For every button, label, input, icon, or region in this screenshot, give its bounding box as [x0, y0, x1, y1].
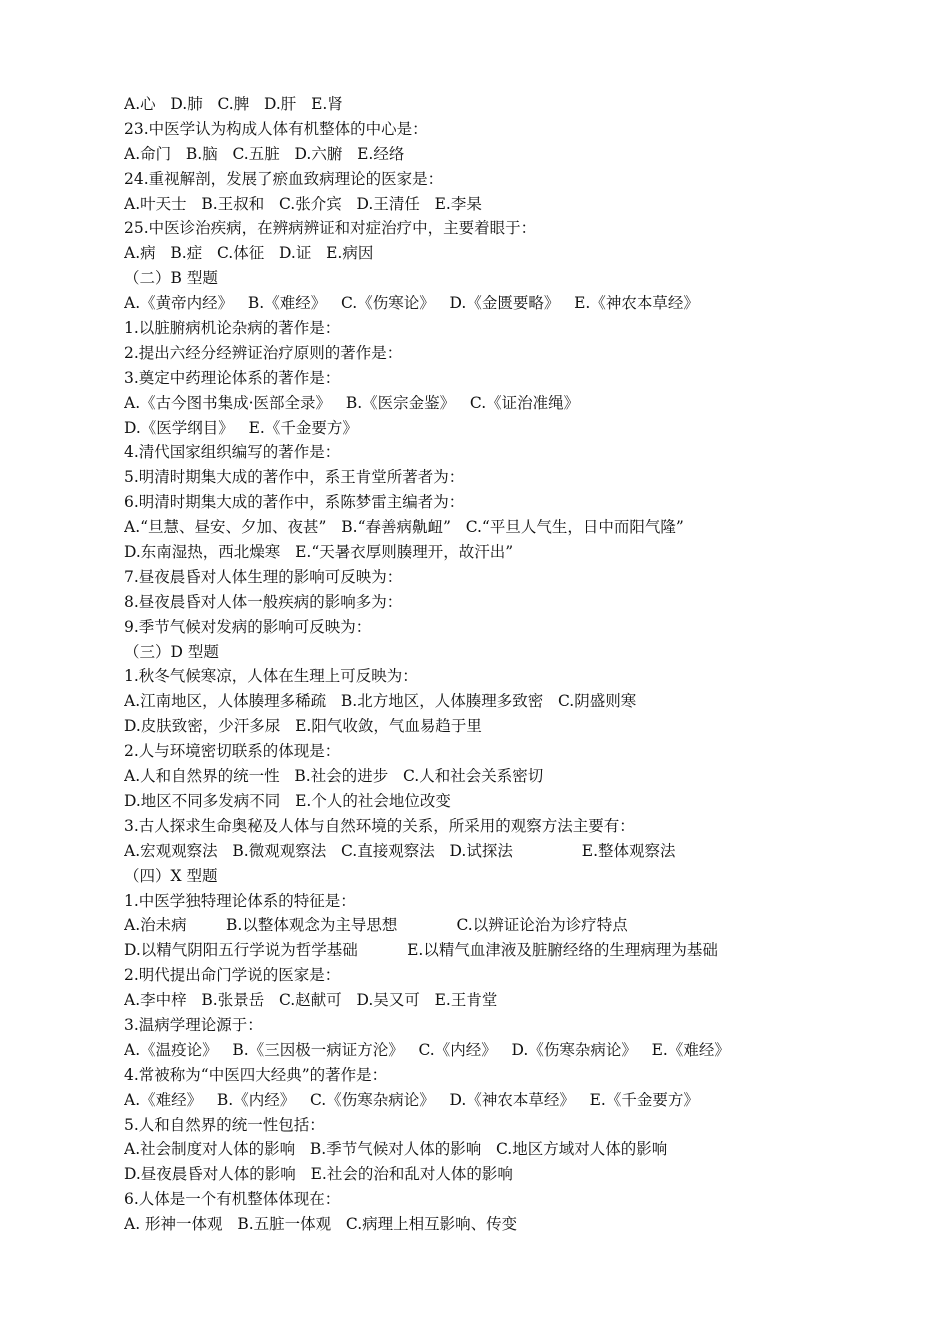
- text-line: 4.清代国家组织编写的著作是：: [124, 443, 341, 462]
- text-line: 3.温病学理论源于：: [124, 1015, 263, 1034]
- text-line: D.昼夜晨昏对人体的影响 E.社会的治和乱对人体的影响: [124, 1165, 513, 1184]
- text-line: A.“旦慧、昼安、夕加、夜甚” B.“春善病鼽衄” C.“平旦人气生，日中而阳气隆”: [124, 518, 684, 537]
- text-line: A.命门 B.脑 C.五脏 D.六腑 E.经络: [124, 144, 405, 163]
- text-line: A.叶天士 B.王叔和 C.张介宾 D.王清任 E.李杲: [124, 194, 482, 213]
- question-23: 23.中医学认为构成人体有机整体的中心是：: [124, 119, 428, 138]
- text-line: A.《黄帝内经》 B.《难经》 C.《伤寒论》 D.《金匮要略》 E.《神农本草经》: [124, 294, 699, 313]
- text-line: A.心 D.肺 C.脾 D.肝 E.肾: [124, 95, 343, 113]
- text-line: A.社会制度对人体的影响 B.季节气候对人体的影响 C.地区方域对人体的影响: [124, 1140, 668, 1159]
- text-line: A.《古今图书集成·医部全录》 B.《医宗金鉴》 C.《证治准绳》: [124, 393, 580, 412]
- text-line: 6.明清时期集大成的著作中，系陈梦雷主编者为：: [124, 493, 465, 512]
- section-heading-b: （二）B 型题: [124, 269, 218, 288]
- text-line: 2.明代提出命门学说的医家是：: [124, 966, 341, 985]
- text-line: A.病 B.症 C.体征 D.证 E.病因: [124, 244, 374, 263]
- text-line: A.《温疫论》 B.《三因极一病证方沦》 C.《内经》 D.《伤寒杂病论》 E.《难经》: [124, 1040, 730, 1059]
- text-line: 1.秋冬气候寒凉，人体在生理上可反映为：: [124, 667, 418, 686]
- text-line: 1.中医学独特理论体系的特征是：: [124, 891, 356, 910]
- text-line: 5.明清时期集大成的著作中，系王肯堂所著者为：: [124, 468, 465, 487]
- section-heading-x: （四）X 型题: [124, 866, 218, 885]
- text-line: D.以精气阴阳五行学说为哲学基础 E.以精气血津液及脏腑经络的生理病理为基础: [124, 941, 718, 960]
- question-25: 25.中医诊治疾病，在辨病辨证和对症治疗中，主要着眼于：: [124, 219, 537, 238]
- text-line: 3.奠定中药理论体系的著作是：: [124, 368, 341, 387]
- text-line: A.人和自然界的统一性 B.社会的进步 C.人和社会关系密切: [124, 767, 544, 786]
- text-line: D.皮肤致密，少汗多尿 E.阳气收敛，气血易趋于里: [124, 717, 482, 736]
- question-24: 24.重视解剖，发展了瘀血致病理论的医家是：: [124, 169, 444, 188]
- text-line: D.东南湿热，西北燥寒 E.“天暑衣厚则腠理开，故汗出”: [124, 543, 514, 562]
- text-line: 7.昼夜晨昏对人体生理的影响可反映为：: [124, 567, 403, 586]
- text-line: A.宏观观察法 B.微观观察法 C.直接观察法 D.试探法 E.整体观察法: [124, 841, 676, 860]
- document-text: [124, 92, 824, 1237]
- text-line: 1.以脏腑病机论杂病的著作是：: [124, 319, 341, 338]
- section-heading-d: （三）D 型题: [124, 642, 219, 661]
- text-line: A.《难经》 B.《内经》 C.《伤寒杂病论》 D.《神农本草经》 E.《千金要方》: [124, 1090, 699, 1109]
- text-line: D.《医学纲目》 E.《千金要方》: [124, 418, 358, 437]
- text-line: 3.古人探求生命奥秘及人体与自然环境的关系，所采用的观察方法主要有：: [124, 816, 635, 835]
- text-line: 5.人和自然界的统一性包括：: [124, 1115, 325, 1134]
- text-line: 8.昼夜晨昏对人体一般疾病的影响多为：: [124, 592, 403, 611]
- text-line: A. 形神一体观 B.五脏一体观 C.病理上相互影响、传变: [124, 1215, 518, 1234]
- text-line: 9.季节气候对发病的影响可反映为：: [124, 617, 372, 636]
- text-line: D.地区不同多发病不同 E.个人的社会地位改变: [124, 791, 451, 810]
- text-line: A.治未病 B.以整体观念为主导思想 C.以辨证论治为诊疗特点: [124, 916, 628, 935]
- text-line: 2.人与环境密切联系的体现是：: [124, 742, 341, 761]
- text-line: A.江南地区，人体腠理多稀疏 B.北方地区，人体腠理多致密 C.阴盛则寒: [124, 692, 637, 711]
- text-line: 2.提出六经分经辨证治疗原则的著作是：: [124, 343, 403, 362]
- text-line: 4.常被称为“中医四大经典”的著作是：: [124, 1065, 388, 1084]
- text-line: 6.人体是一个有机整体体现在：: [124, 1190, 341, 1209]
- text-line: A.李中梓 B.张景岳 C.赵献可 D.吴又可 E.王肯堂: [124, 991, 498, 1010]
